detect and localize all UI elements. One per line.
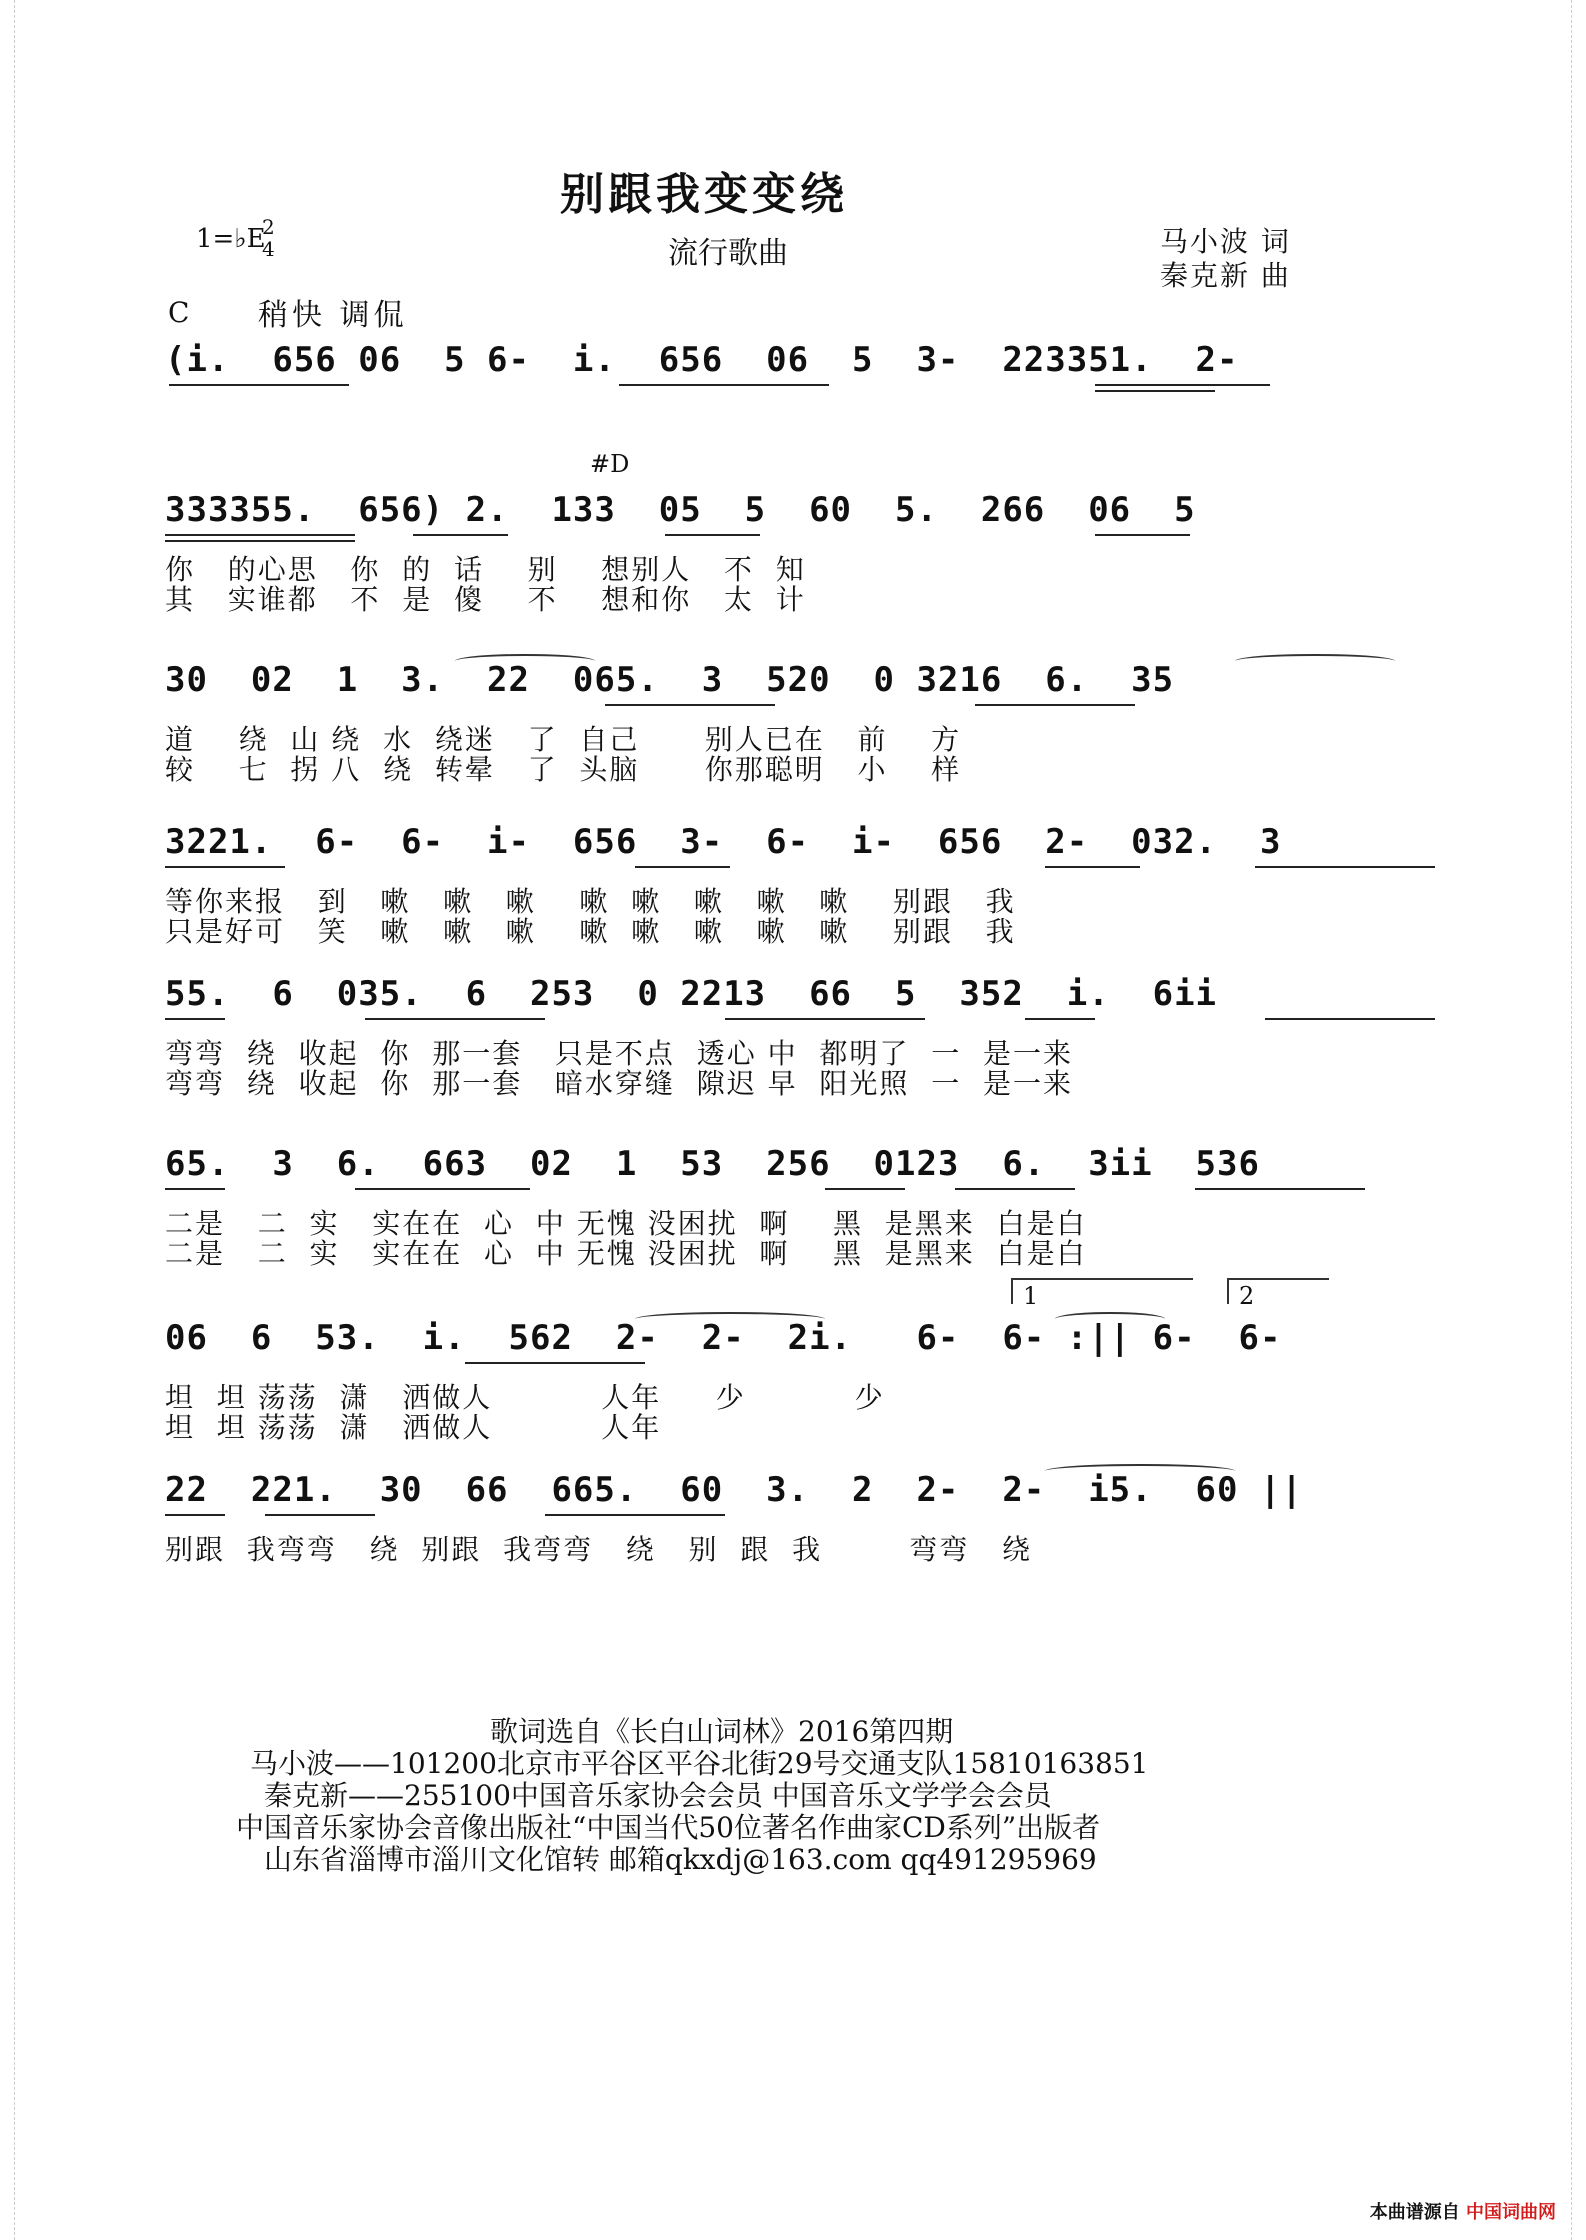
lyrics-verse-2: 坦 坦 荡荡 潇 洒做人 人年 <box>165 1411 662 1444</box>
time-denominator: 4 <box>262 237 275 261</box>
footer-lyricist-info: 马小波——101200北京市平谷区平谷北街29号交通支队15810163851 <box>250 1747 1149 1780</box>
lyrics-verse-1: 坦 坦 荡荡 潇 洒做人 人年 少 少 <box>165 1381 885 1414</box>
second-ending-number: 2 <box>1239 1282 1255 1310</box>
notes-line: 333355. 656) 2. 133 05 5 60 5. 266 06 5 <box>165 490 1196 530</box>
key-change-d: #D <box>590 450 630 478</box>
lyrics-verse-1: 二是 二 实 实在在 心 中 无愧 没困扰 啊 黑 是黑来 白是白 <box>165 1207 1087 1240</box>
source-prefix: 本曲谱源自 <box>1369 2202 1460 2223</box>
lyrics-verse-1: 别跟 我弯弯 绕 别跟 我弯弯 绕 别 跟 我 弯弯 绕 <box>165 1533 1033 1566</box>
time-numerator: 2 <box>262 215 275 239</box>
source-site-link[interactable]: 中国词曲网 <box>1466 2202 1556 2223</box>
notes-line: 06 6 53. i. 562 2- 2- 2i. 6- 6- :|| 6- 6- <box>165 1318 1282 1358</box>
lyrics-verse-2: 其 实谁都 不 是 傻 不 想和你 太 计 <box>165 583 806 616</box>
left-margin-strip <box>0 0 15 2240</box>
lyricist-credit: 马小波 词 <box>1160 225 1291 258</box>
lyrics-verse-1: 你 的心思 你 的 话 别 想别人 不 知 <box>165 553 806 586</box>
genre-label: 流行歌曲 <box>668 236 788 271</box>
footer-composer-info: 秦克新——255100中国音乐家协会会员 中国音乐文学学会会员 <box>264 1779 1052 1812</box>
first-ending <box>1011 1278 1193 1310</box>
lyrics-verse-1: 弯弯 绕 收起 你 那一套 只是不点 透心 中 都明了 一 是一来 <box>165 1037 1074 1070</box>
notes-line: (i. 656 06 5 6- i. 656 06 5 3- 223351. 2- <box>165 340 1239 380</box>
footer-source-line: 歌词选自《长白山词林》2016第四期 <box>490 1715 954 1748</box>
notes-line: 65. 3 6. 663 02 1 53 256 0123 6. 3ii 536 <box>165 1144 1260 1184</box>
right-margin-strip <box>1571 0 1586 2240</box>
lyrics-verse-2: 只是好可 笑 嗽 嗽 嗽 嗽 嗽 嗽 嗽 嗽 别跟 我 <box>165 915 1016 948</box>
lyrics-verse-2: 二是 二 实 实在在 心 中 无愧 没困扰 啊 黑 是黑来 白是白 <box>165 1237 1087 1270</box>
lyrics-verse-1: 等你来报 到 嗽 嗽 嗽 嗽 嗽 嗽 嗽 嗽 别跟 我 <box>165 885 1016 918</box>
composer-credit: 秦克新 曲 <box>1160 259 1291 292</box>
notes-line: 22 221. 30 66 665. 60 3. 2 2- 2- i5. 60 || <box>165 1470 1303 1510</box>
footer-publisher-info: 中国音乐家协会音像出版社“中国当代50位著名作曲家CD系列”出版者 <box>236 1811 1101 1844</box>
key-signature <box>196 215 275 261</box>
notes-line: 30 02 1 3. 22 065. 3 520 0 3216 6. 35 <box>165 660 1175 700</box>
footer-contact-info: 山东省淄博市淄川文化馆转 邮箱qkxdj@163.com qq491295969 <box>264 1843 1097 1876</box>
notes-line: 55. 6 035. 6 253 0 2213 66 5 352 i. 6ii <box>165 974 1218 1014</box>
key-change-c: C <box>168 296 190 329</box>
key-text: 1=♭E <box>196 224 266 254</box>
song-title: 别跟我变变绕 <box>560 169 848 220</box>
lyrics-verse-2: 较 七 拐 八 绕 转晕 了 头脑 你那聪明 小 样 <box>165 753 962 786</box>
first-ending-number: 1 <box>1023 1282 1039 1310</box>
time-signature <box>262 216 275 260</box>
notes-line: 3221. 6- 6- i- 656 3- 6- i- 656 2- 032. 3 <box>165 822 1282 862</box>
second-ending <box>1227 1278 1329 1310</box>
source-credit <box>1370 2198 1556 2224</box>
lyrics-verse-2: 弯弯 绕 收起 你 那一套 暗水穿缝 隙迟 早 阳光照 一 是一来 <box>165 1067 1074 1100</box>
lyrics-verse-1: 道 绕 山 绕 水 绕迷 了 自己 别人已在 前 方 <box>165 723 962 756</box>
tempo-marking: 稍快 调侃 <box>258 298 408 333</box>
